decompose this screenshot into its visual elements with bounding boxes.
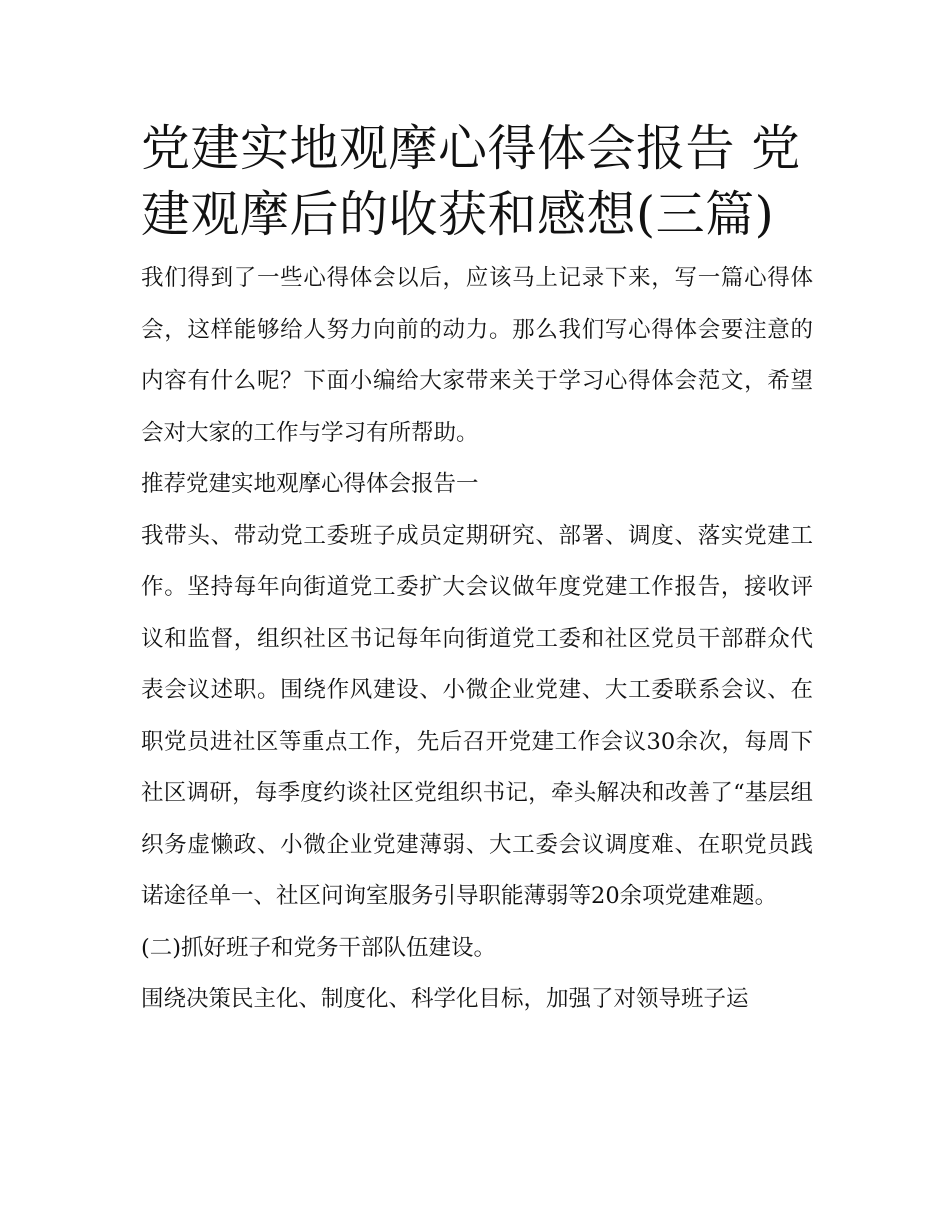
intro-paragraph: 我们得到了一些心得体会以后，应该马上记录下来，写一篇心得体会，这样能够给人努力向前的动力。那么我们写心得体会要注意的内容有什么呢？下面小编给大家带来关于学习心得体会范文，希望会对大家的工作与学习有所帮助。 [141,265,813,446]
section-heading: 推荐党建实地观摩心得体会报告一 [141,471,479,497]
body-paragraph-continued: 围绕决策民主化、制度化、科学化目标，加强了对领导班子运 [141,986,749,1012]
document-body [141,116,813,1026]
body-paragraph: 我带头、带动党工委班子成员定期研究、部署、调度、落实党建工作。坚持每年向街道党工委扩大会议做年度党建工作报告，接收评议和监督，组织社区书记每年向街道党工委和社区党员干部群众代表会议述职。围绕作风建设、小微企业党建、大工委联系会议、在职党员进社区等重点工作，先后召开党建工作会议30余次，每周下社区调研，每季度约谈社区党组织书记，牵头解决和改善了“基层组织务虚懒政、小微企业党建薄弱、大工委会议调度难、在职党员践诺途径单一、社区问询室服务引导职能薄弱等20余项党建难题。 [141,522,813,909]
subsection-heading: (二)抓好班子和党务干部队伍建设。 [141,934,497,961]
document-title: 党建实地观摩心得体会报告 党建观摩后的收获和感想(三篇) [141,120,801,243]
